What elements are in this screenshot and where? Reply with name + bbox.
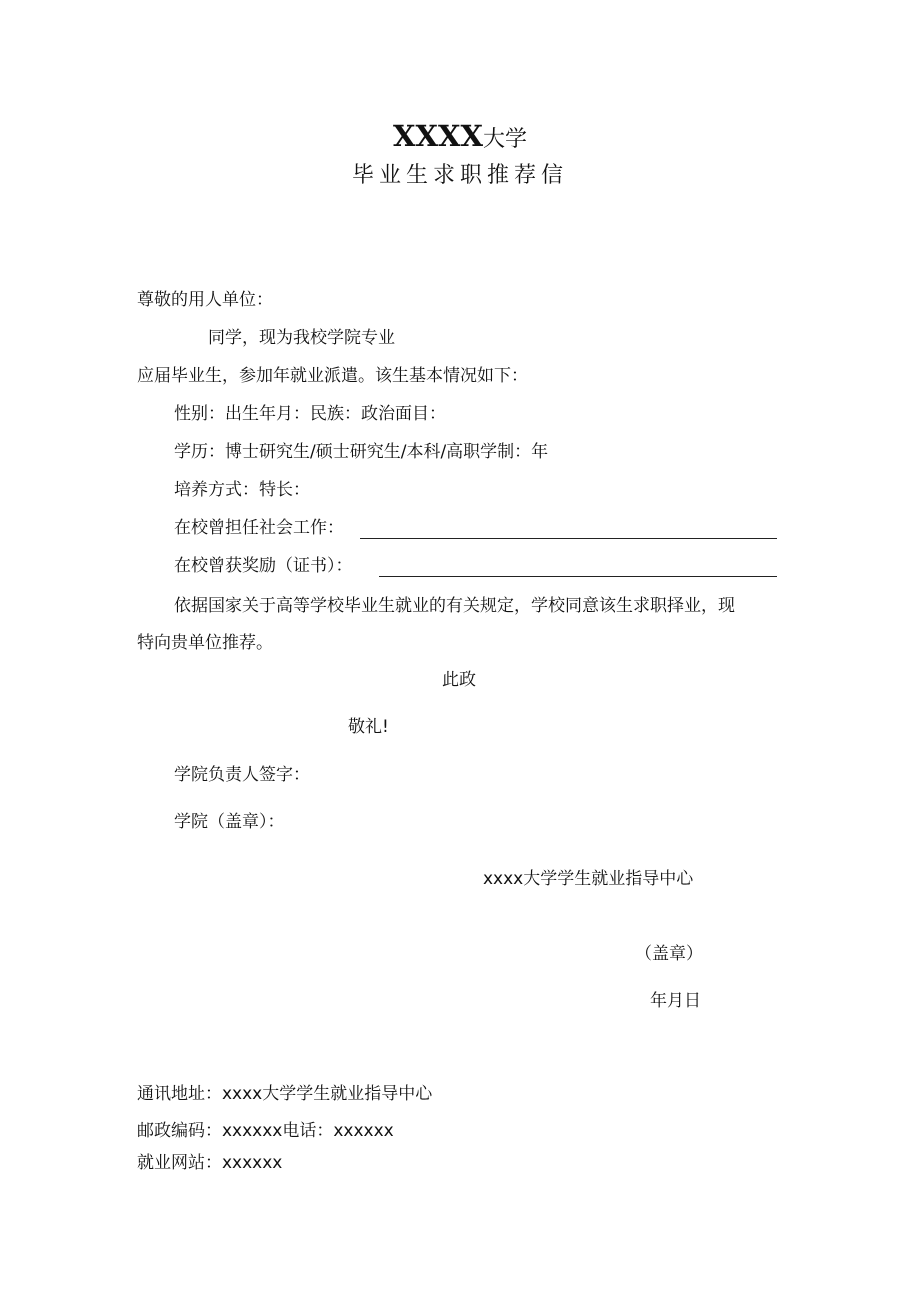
intro-line-2: 应届毕业生，参加年就业派遣。该生基本情况如下： <box>137 366 528 386</box>
document-title <box>0 120 920 156</box>
issuer-seal: （盖章） <box>635 944 703 964</box>
closing-jing-li: 敬礼! <box>348 717 389 737</box>
issuer: xxxx大学学生就业指导中心 <box>483 869 694 889</box>
recommend-line-1: 依据国家关于高等学校毕业生就业的有关规定，学校同意该生求职择业，现 <box>174 596 735 616</box>
salutation: 尊敬的用人单位： <box>137 290 273 310</box>
contact-address: 通讯地址：xxxx大学学生就业指导中心 <box>137 1084 433 1104</box>
intro-line: 同学，现为我校学院专业 <box>208 328 395 348</box>
info-education: 学历：博士研究生/硕士研究生/本科/高职学制：年 <box>174 442 549 462</box>
title-university: 大学 <box>483 127 528 152</box>
college-seal-label: 学院（盖章）： <box>174 812 285 832</box>
recommend-line-2: 特向贵单位推荐。 <box>137 633 273 653</box>
dean-signature-label: 学院负责人签字： <box>174 765 310 785</box>
social-work-label: 在校曾担任社会工作： <box>174 518 344 538</box>
awards-blank <box>379 576 777 577</box>
title-xxxx: XXXX <box>392 119 483 153</box>
info-basic: 性别：出生年月：民族：政治面目： <box>174 404 446 424</box>
info-training: 培养方式：特长： <box>174 480 310 500</box>
contact-website: 就业网站：xxxxxx <box>137 1153 283 1173</box>
social-work-blank <box>360 538 777 539</box>
document-subtitle: 毕业生求职推荐信 <box>351 163 568 188</box>
closing-ci-zhi: 此政 <box>442 670 476 690</box>
contact-postcode-phone: 邮政编码：xxxxxx电话：xxxxxx <box>137 1121 394 1141</box>
awards-label: 在校曾获奖励（证书）： <box>174 556 353 576</box>
issue-date: 年月日 <box>650 991 701 1011</box>
